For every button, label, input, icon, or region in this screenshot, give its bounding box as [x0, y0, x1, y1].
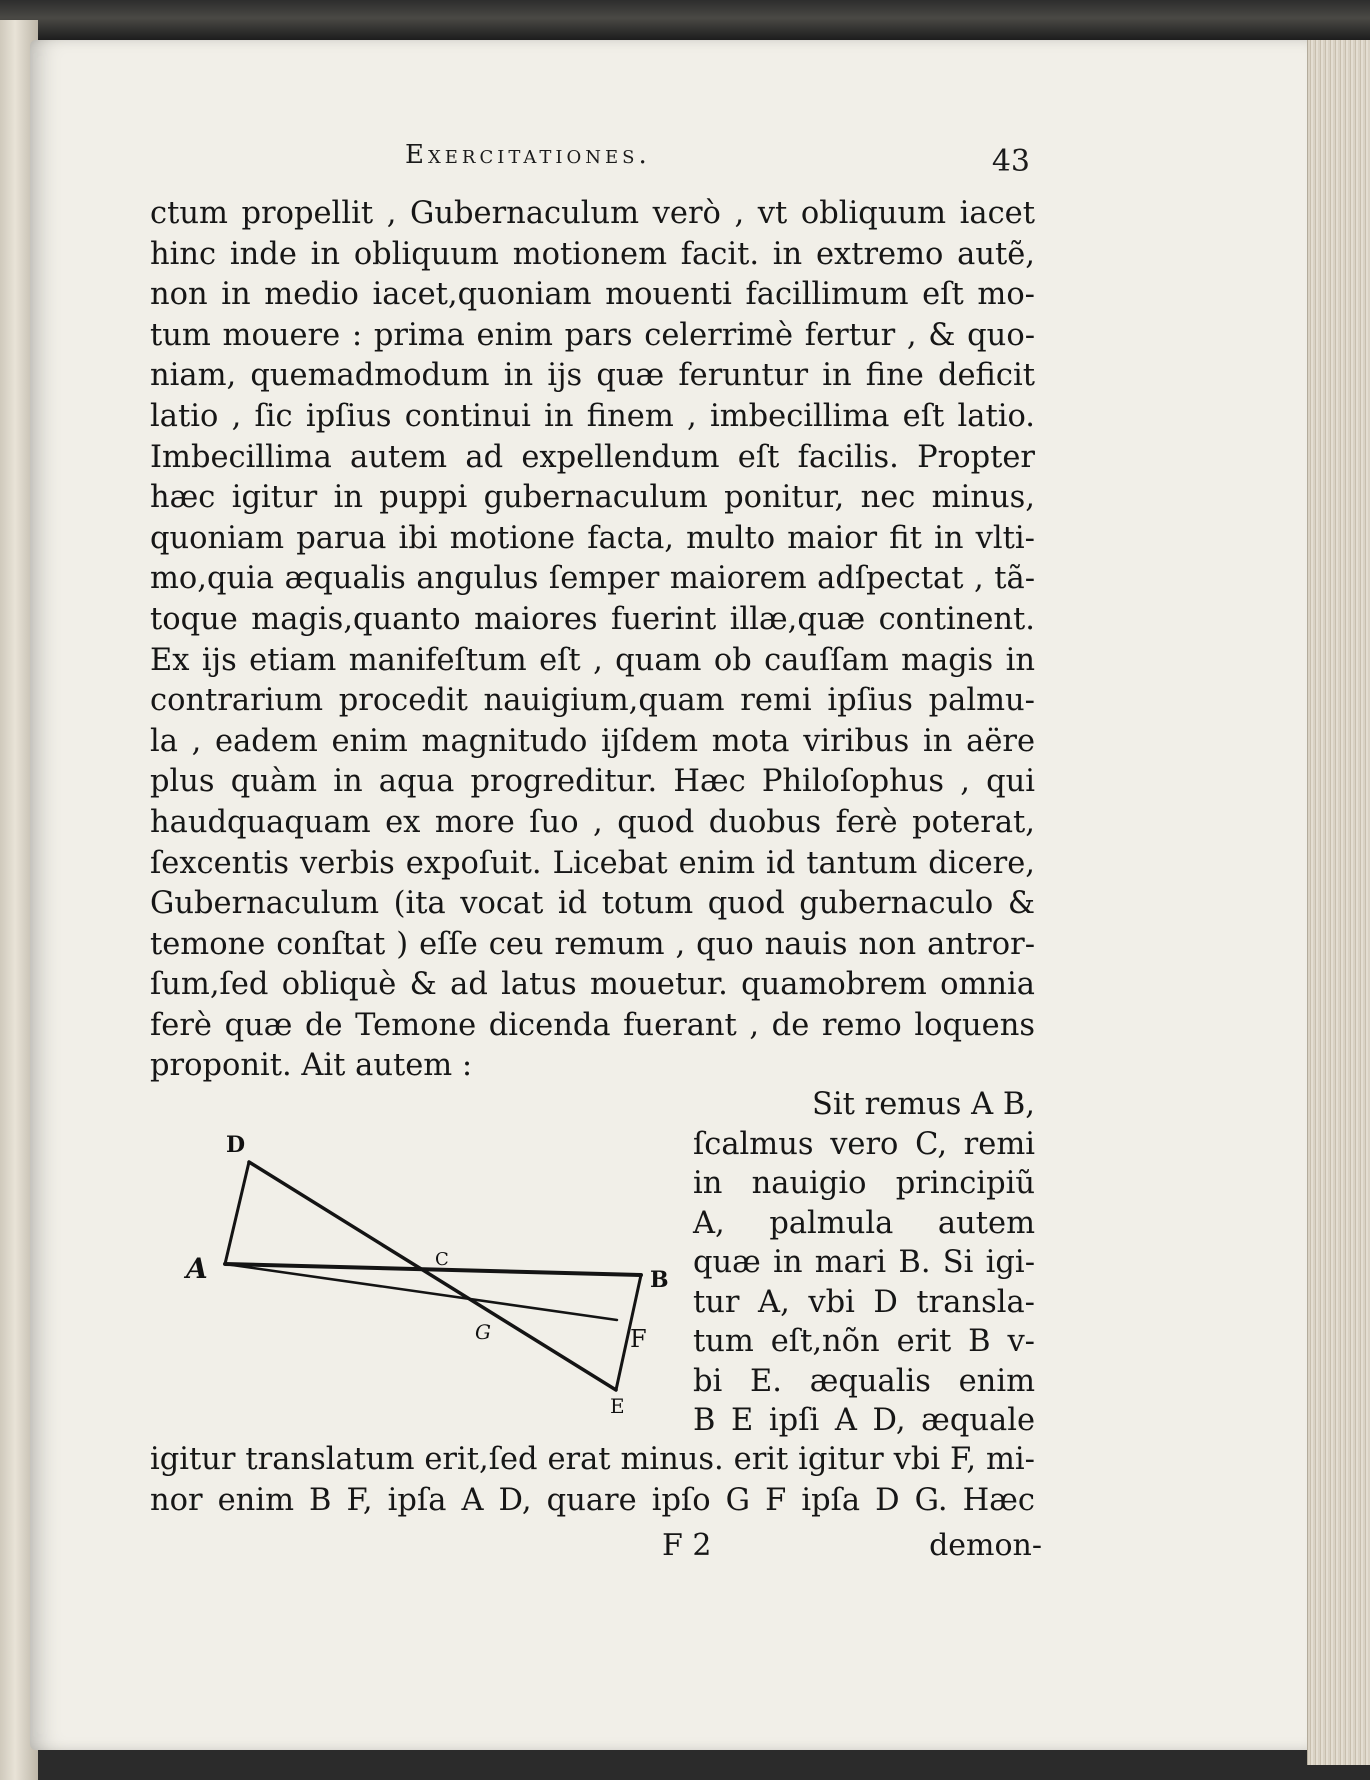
text-line: temone conſtat ) eſſe ceu remum , quo nauis non antror- [150, 926, 1035, 962]
label-d: D [226, 1132, 246, 1158]
text-line: Gubernaculum (ita vocat id totum quod gubernaculo & [150, 886, 1035, 922]
text-line: hæc igitur in puppi gubernaculum ponitur, nec minus, [150, 480, 1035, 516]
geometric-diagram [180, 1115, 685, 1415]
text-line: contrarium procedit nauigium,quam remi ipſius palmu- [150, 683, 1035, 719]
text-line: latio , ſic ipſius continui in finem , imbecillima eſt latio. [150, 398, 1035, 434]
text-line: in nauigio principiũ [693, 1166, 1035, 1201]
label-f: F [630, 1325, 647, 1353]
running-title: Exercitationes. [405, 140, 651, 170]
text-line: Ex ijs etiam manifeſtum eſt , quam ob cauſſam magis in [150, 642, 1035, 678]
text-line: plus quàm in aqua progreditur. Hæc Philoſophus , qui [150, 764, 1035, 800]
label-b: B [650, 1267, 669, 1293]
text-line: hinc inde in obliquum motionem facit. in extremo autẽ, [150, 236, 1035, 272]
text-line: quoniam parua ibi motione facta, multo maior fit in vlti- [150, 520, 1035, 556]
text-line: ſum,ſed obliquè & ad latus mouetur. quamobrem omnia [150, 967, 1035, 1003]
page-header [405, 140, 1030, 186]
text-line: la , eadem enim magnitudo ijſdem mota viribus in aëre [150, 723, 1035, 759]
text-line: toque magis,quanto maiores fuerint illæ,quæ continent. [150, 601, 1035, 637]
text-line: ferè quæ de Temone dicenda fuerant , de remo loquens [150, 1007, 1035, 1043]
text-line: nor enim B F, ipſa A D, quare ipſo G F ipſa D G. Hæc [150, 1482, 1035, 1518]
text-line: A, palmula autem [693, 1205, 1035, 1241]
text-line: B E ipſi A D, æquale [693, 1403, 1035, 1438]
page-edges [1307, 40, 1370, 1765]
text-line: tum eſt,nõn erit B v- [693, 1324, 1035, 1359]
text-line: quæ in mari B. Si igi- [693, 1245, 1035, 1280]
text-line: ctum propellit , Gubernaculum verò , vt obliquum iacet [150, 196, 1035, 231]
text-line: tur A, vbi D transla- [693, 1284, 1035, 1320]
text-line: tum mouere : prima enim pars celerrimè fertur , & quo- [150, 317, 1035, 353]
page-number: 43 [991, 144, 1030, 179]
bottom-text-block [150, 1440, 1035, 1521]
text-line: igitur translatum erit,ſed erat minus. erit igitur vbi F, mi- [150, 1442, 1035, 1477]
text-line: ſcalmus vero C, remi [693, 1126, 1035, 1162]
text-line: mo,quia æqualis angulus ſemper maiorem adſpectat , tã- [150, 561, 1035, 597]
text-line: Imbecillima autem ad expellendum eſt facilis. Propter [150, 439, 1035, 475]
text-line: bi E. æqualis enim [693, 1363, 1035, 1399]
side-text-block [693, 1085, 1035, 1441]
signature-mark: F 2 [662, 1528, 712, 1563]
text-line: niam, quemadmodum in ijs quæ feruntur in fine deficit [150, 358, 1035, 394]
text-line: haudquaquam ex more ſuo , quod duobus ferè poterat, [150, 804, 1035, 840]
label-a: A [186, 1252, 208, 1285]
main-text-block [150, 194, 1035, 1087]
text-line: Sit remus A B, [812, 1087, 1035, 1122]
label-g: G [475, 1320, 491, 1344]
catchword: demon- [929, 1528, 1042, 1563]
label-c: C [435, 1249, 449, 1270]
text-line: proponit. Ait autem : [150, 1048, 473, 1084]
line-a-d [225, 1162, 249, 1264]
text-line: ſexcentis verbis expoſuit. Licebat enim id tantum dicere, [150, 845, 1035, 881]
text-line: non in medio iacet,quoniam mouenti facillimum eſt mo- [150, 277, 1035, 313]
oar-diagram [180, 1115, 685, 1415]
label-e: E [610, 1394, 625, 1415]
